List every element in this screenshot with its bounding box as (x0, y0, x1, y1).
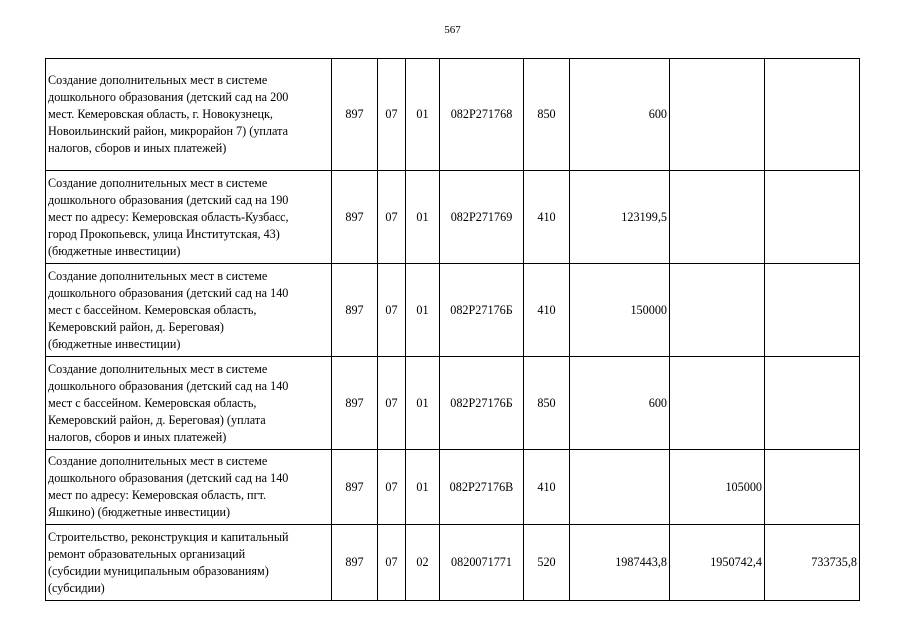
section-code-cell: 07 (378, 357, 406, 450)
ministry-code-cell: 897 (332, 171, 378, 264)
amount-1-cell (570, 450, 670, 525)
target-article-cell: 082P27176Б (440, 264, 524, 357)
description-cell: Создание дополнительных мест в системе дошкольного образования (детский сад на 140 мест по адресу: Кемеровская область, пгт. Яшкино) (бюджетные инвестиции) (46, 450, 332, 525)
amount-3-cell (765, 450, 860, 525)
subsection-code-cell: 01 (406, 357, 440, 450)
amount-2-cell: 105000 (670, 450, 765, 525)
amount-2-cell: 1950742,4 (670, 525, 765, 601)
amount-1-cell: 600 (570, 357, 670, 450)
ministry-code-cell: 897 (332, 525, 378, 601)
expense-type-cell: 850 (524, 59, 570, 171)
table-row (46, 264, 860, 357)
amount-3-cell (765, 264, 860, 357)
target-article-cell: 082P27176Б (440, 357, 524, 450)
amount-3-cell (765, 357, 860, 450)
page-number: 567 (444, 24, 461, 36)
subsection-code-cell: 01 (406, 264, 440, 357)
budget-table (45, 58, 860, 601)
subsection-code-cell: 01 (406, 59, 440, 171)
amount-3-cell (765, 171, 860, 264)
description-cell: Строительство, реконструкция и капитальный ремонт образовательных организаций (субсидии муниципальным образованиям) (субсидии) (46, 525, 332, 601)
section-code-cell: 07 (378, 525, 406, 601)
expense-type-cell: 410 (524, 450, 570, 525)
description-cell: Создание дополнительных мест в системе дошкольного образования (детский сад на 200 мест. Кемеровская область, г. Новокузнецк, Новоильинский район, микрорайон 7) (уплата налогов, сборов и иных платежей) (46, 59, 332, 171)
ministry-code-cell: 897 (332, 450, 378, 525)
ministry-code-cell: 897 (332, 264, 378, 357)
amount-2-cell (670, 171, 765, 264)
target-article-cell: 082P271769 (440, 171, 524, 264)
target-article-cell: 0820071771 (440, 525, 524, 601)
amount-2-cell (670, 59, 765, 171)
description-cell: Создание дополнительных мест в системе дошкольного образования (детский сад на 140 мест с бассейном. Кемеровская область, Кемеровский район, д. Береговая) (уплата налогов, сборов и иных платежей) (46, 357, 332, 450)
section-code-cell: 07 (378, 264, 406, 357)
amount-1-cell: 1987443,8 (570, 525, 670, 601)
table-row (46, 525, 860, 601)
subsection-code-cell: 01 (406, 171, 440, 264)
table-row (46, 59, 860, 171)
amount-1-cell: 123199,5 (570, 171, 670, 264)
description-cell: Создание дополнительных мест в системе дошкольного образования (детский сад на 190 мест по адресу: Кемеровская область-Кузбасс, город Прокопьевск, улица Институтская, 43) (бюджетные инвестиции) (46, 171, 332, 264)
expense-type-cell: 850 (524, 357, 570, 450)
section-code-cell: 07 (378, 59, 406, 171)
amount-3-cell (765, 59, 860, 171)
amount-3-cell: 733735,8 (765, 525, 860, 601)
subsection-code-cell: 01 (406, 450, 440, 525)
expense-type-cell: 410 (524, 171, 570, 264)
target-article-cell: 082P27176В (440, 450, 524, 525)
section-code-cell: 07 (378, 450, 406, 525)
amount-1-cell: 150000 (570, 264, 670, 357)
expense-type-cell: 410 (524, 264, 570, 357)
target-article-cell: 082P271768 (440, 59, 524, 171)
table-row (46, 450, 860, 525)
ministry-code-cell: 897 (332, 357, 378, 450)
budget-table-body (46, 59, 860, 601)
amount-2-cell (670, 357, 765, 450)
amount-2-cell (670, 264, 765, 357)
description-cell: Создание дополнительных мест в системе дошкольного образования (детский сад на 140 мест с бассейном. Кемеровская область, Кемеровский район, д. Береговая) (бюджетные инвестиции) (46, 264, 332, 357)
ministry-code-cell: 897 (332, 59, 378, 171)
section-code-cell: 07 (378, 171, 406, 264)
table-row (46, 171, 860, 264)
amount-1-cell: 600 (570, 59, 670, 171)
subsection-code-cell: 02 (406, 525, 440, 601)
table-row (46, 357, 860, 450)
expense-type-cell: 520 (524, 525, 570, 601)
